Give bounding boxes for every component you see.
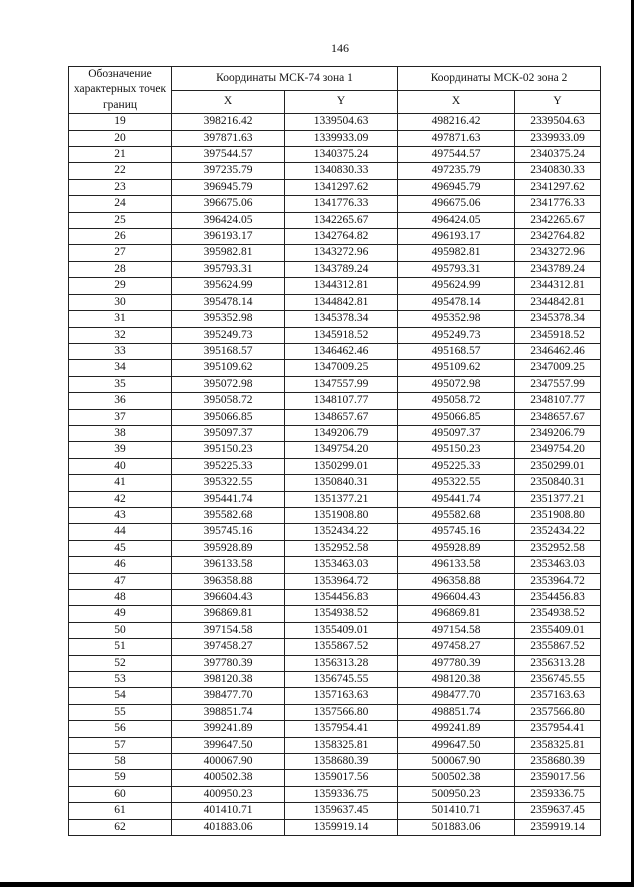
table-row (69, 721, 601, 737)
table-row (69, 606, 601, 622)
msk74-y-cell: 1341776.33 (285, 196, 398, 212)
msk74-x-cell: 397458.27 (172, 639, 285, 655)
msk02-x-cell: 495745.16 (398, 524, 515, 540)
point-id-cell: 27 (69, 245, 172, 261)
msk74-x-cell: 396133.58 (172, 557, 285, 573)
msk74-y-cell: 1350840.31 (285, 475, 398, 491)
table-row (69, 311, 601, 327)
msk74-y-cell: 1354938.52 (285, 606, 398, 622)
page-number: 146 (331, 41, 349, 55)
msk02-x-cell: 496424.05 (398, 212, 515, 228)
msk02-x-cell: 498216.42 (398, 114, 515, 130)
msk74-x-cell: 395109.62 (172, 360, 285, 376)
table-row (69, 704, 601, 720)
msk02-y-cell: 2357566.80 (515, 704, 601, 720)
header-msk74-group: Координаты МСК-74 зона 1 (172, 67, 398, 91)
msk74-x-cell: 399241.89 (172, 721, 285, 737)
msk74-y-cell: 1358680.39 (285, 754, 398, 770)
msk74-y-cell: 1357954.41 (285, 721, 398, 737)
msk02-y-cell: 2340830.33 (515, 163, 601, 179)
msk74-x-cell: 400502.38 (172, 770, 285, 786)
msk74-y-cell: 1349754.20 (285, 442, 398, 458)
point-id-cell: 51 (69, 639, 172, 655)
msk02-x-cell: 498477.70 (398, 688, 515, 704)
msk02-y-cell: 2346462.46 (515, 343, 601, 359)
point-id-cell: 43 (69, 507, 172, 523)
table-row (69, 590, 601, 606)
msk02-y-cell: 2349206.79 (515, 425, 601, 441)
coordinates-table (68, 66, 601, 836)
point-id-cell: 39 (69, 442, 172, 458)
msk02-y-cell: 2355867.52 (515, 639, 601, 655)
msk74-x-cell: 397871.63 (172, 130, 285, 146)
msk02-y-cell: 2352434.22 (515, 524, 601, 540)
table-row (69, 770, 601, 786)
table-row (69, 409, 601, 425)
msk02-x-cell: 495441.74 (398, 491, 515, 507)
point-id-cell: 38 (69, 425, 172, 441)
header-msk02-x: X (398, 90, 515, 114)
msk02-y-cell: 2347009.25 (515, 360, 601, 376)
table-row (69, 163, 601, 179)
msk74-x-cell: 398477.70 (172, 688, 285, 704)
point-id-cell: 59 (69, 770, 172, 786)
point-id-cell: 48 (69, 590, 172, 606)
msk74-x-cell: 395928.89 (172, 540, 285, 556)
header-msk02-y: Y (515, 90, 601, 114)
msk02-y-cell: 2351908.80 (515, 507, 601, 523)
table-row (69, 442, 601, 458)
point-id-cell: 24 (69, 196, 172, 212)
msk02-x-cell: 499647.50 (398, 737, 515, 753)
msk74-y-cell: 1357163.63 (285, 688, 398, 704)
msk02-x-cell: 496358.88 (398, 573, 515, 589)
point-id-cell: 20 (69, 130, 172, 146)
msk74-x-cell: 401883.06 (172, 819, 285, 835)
msk02-y-cell: 2341776.33 (515, 196, 601, 212)
msk74-y-cell: 1358325.81 (285, 737, 398, 753)
point-id-cell: 60 (69, 786, 172, 802)
table-row (69, 212, 601, 228)
msk74-y-cell: 1347009.25 (285, 360, 398, 376)
msk74-x-cell: 395066.85 (172, 409, 285, 425)
msk02-x-cell: 496945.79 (398, 179, 515, 195)
msk74-y-cell: 1339504.63 (285, 114, 398, 130)
table-row (69, 393, 601, 409)
table-row (69, 803, 601, 819)
msk74-y-cell: 1356745.55 (285, 672, 398, 688)
msk74-y-cell: 1348657.67 (285, 409, 398, 425)
msk02-x-cell: 501410.71 (398, 803, 515, 819)
msk74-y-cell: 1359637.45 (285, 803, 398, 819)
header-msk74-y: Y (285, 90, 398, 114)
msk74-x-cell: 398120.38 (172, 672, 285, 688)
point-id-cell: 47 (69, 573, 172, 589)
header-msk74-x: X (172, 90, 285, 114)
msk74-y-cell: 1345918.52 (285, 327, 398, 343)
msk74-x-cell: 395745.16 (172, 524, 285, 540)
msk02-x-cell: 495225.33 (398, 458, 515, 474)
msk02-y-cell: 2359336.75 (515, 786, 601, 802)
msk02-x-cell: 496869.81 (398, 606, 515, 622)
msk02-x-cell: 498120.38 (398, 672, 515, 688)
msk74-y-cell: 1346462.46 (285, 343, 398, 359)
point-id-cell: 58 (69, 754, 172, 770)
table-row (69, 196, 601, 212)
msk74-y-cell: 1342764.82 (285, 229, 398, 245)
msk74-y-cell: 1350299.01 (285, 458, 398, 474)
table-row (69, 819, 601, 835)
msk02-x-cell: 500950.23 (398, 786, 515, 802)
table-row (69, 622, 601, 638)
msk02-x-cell: 496193.17 (398, 229, 515, 245)
msk02-y-cell: 2351377.21 (515, 491, 601, 507)
table-row (69, 507, 601, 523)
msk74-y-cell: 1342265.67 (285, 212, 398, 228)
msk02-y-cell: 2358680.39 (515, 754, 601, 770)
msk02-y-cell: 2343272.96 (515, 245, 601, 261)
table-row (69, 639, 601, 655)
table-row (69, 360, 601, 376)
msk02-x-cell: 495322.55 (398, 475, 515, 491)
table-row (69, 229, 601, 245)
msk74-y-cell: 1357566.80 (285, 704, 398, 720)
msk02-x-cell: 495478.14 (398, 294, 515, 310)
point-id-cell: 32 (69, 327, 172, 343)
table-row (69, 672, 601, 688)
msk02-y-cell: 2345918.52 (515, 327, 601, 343)
msk74-x-cell: 395582.68 (172, 507, 285, 523)
msk02-y-cell: 2357163.63 (515, 688, 601, 704)
table-row (69, 294, 601, 310)
point-id-cell: 33 (69, 343, 172, 359)
msk74-x-cell: 395058.72 (172, 393, 285, 409)
point-id-cell: 55 (69, 704, 172, 720)
msk02-x-cell: 496604.43 (398, 590, 515, 606)
msk02-x-cell: 495109.62 (398, 360, 515, 376)
point-id-cell: 52 (69, 655, 172, 671)
msk74-x-cell: 395168.57 (172, 343, 285, 359)
msk02-y-cell: 2344312.81 (515, 278, 601, 294)
msk74-y-cell: 1347557.99 (285, 376, 398, 392)
header-point-designation: Обозначение характерных точек границ (69, 67, 172, 114)
point-id-cell: 56 (69, 721, 172, 737)
msk02-y-cell: 2348107.77 (515, 393, 601, 409)
msk02-y-cell: 2356745.55 (515, 672, 601, 688)
table-row (69, 524, 601, 540)
msk02-y-cell: 2347557.99 (515, 376, 601, 392)
msk74-y-cell: 1359336.75 (285, 786, 398, 802)
msk02-y-cell: 2341297.62 (515, 179, 601, 195)
table-row (69, 737, 601, 753)
msk02-x-cell: 495582.68 (398, 507, 515, 523)
msk74-x-cell: 395097.37 (172, 425, 285, 441)
msk74-y-cell: 1352952.58 (285, 540, 398, 556)
msk74-x-cell: 396945.79 (172, 179, 285, 195)
msk74-y-cell: 1344312.81 (285, 278, 398, 294)
msk74-x-cell: 396604.43 (172, 590, 285, 606)
msk02-x-cell: 497154.58 (398, 622, 515, 638)
msk74-x-cell: 400950.23 (172, 786, 285, 802)
point-id-cell: 50 (69, 622, 172, 638)
msk02-y-cell: 2356313.28 (515, 655, 601, 671)
point-id-cell: 44 (69, 524, 172, 540)
msk02-x-cell: 495352.98 (398, 311, 515, 327)
msk74-y-cell: 1344842.81 (285, 294, 398, 310)
msk74-x-cell: 395322.55 (172, 475, 285, 491)
msk02-x-cell: 495793.31 (398, 261, 515, 277)
table-row (69, 425, 601, 441)
msk74-x-cell: 396424.05 (172, 212, 285, 228)
point-id-cell: 62 (69, 819, 172, 835)
table-row (69, 754, 601, 770)
msk74-x-cell: 395478.14 (172, 294, 285, 310)
msk74-y-cell: 1354456.83 (285, 590, 398, 606)
msk02-x-cell: 495982.81 (398, 245, 515, 261)
msk02-x-cell: 497458.27 (398, 639, 515, 655)
msk02-x-cell: 495168.57 (398, 343, 515, 359)
header-msk02-group: Координаты МСК-02 зона 2 (398, 67, 601, 91)
msk02-y-cell: 2344842.81 (515, 294, 601, 310)
msk02-y-cell: 2359017.56 (515, 770, 601, 786)
msk02-x-cell: 495249.73 (398, 327, 515, 343)
table-row (69, 475, 601, 491)
point-id-cell: 19 (69, 114, 172, 130)
msk02-y-cell: 2354938.52 (515, 606, 601, 622)
msk02-y-cell: 2339933.09 (515, 130, 601, 146)
msk74-x-cell: 397154.58 (172, 622, 285, 638)
msk74-x-cell: 401410.71 (172, 803, 285, 819)
msk74-y-cell: 1355867.52 (285, 639, 398, 655)
msk74-y-cell: 1356313.28 (285, 655, 398, 671)
msk02-x-cell: 498851.74 (398, 704, 515, 720)
table-row (69, 491, 601, 507)
table-row (69, 114, 601, 130)
msk02-y-cell: 2345378.34 (515, 311, 601, 327)
msk02-x-cell: 500067.90 (398, 754, 515, 770)
msk74-x-cell: 395441.74 (172, 491, 285, 507)
point-id-cell: 40 (69, 458, 172, 474)
msk02-y-cell: 2358325.81 (515, 737, 601, 753)
msk02-x-cell: 495624.99 (398, 278, 515, 294)
table-row (69, 130, 601, 146)
msk74-y-cell: 1353964.72 (285, 573, 398, 589)
msk02-y-cell: 2349754.20 (515, 442, 601, 458)
table-row (69, 327, 601, 343)
msk02-x-cell: 495097.37 (398, 425, 515, 441)
table-row (69, 343, 601, 359)
msk02-y-cell: 2359637.45 (515, 803, 601, 819)
msk74-y-cell: 1343272.96 (285, 245, 398, 261)
msk02-x-cell: 497235.79 (398, 163, 515, 179)
msk02-y-cell: 2348657.67 (515, 409, 601, 425)
table-body (69, 114, 601, 836)
msk74-x-cell: 395249.73 (172, 327, 285, 343)
msk02-x-cell: 495928.89 (398, 540, 515, 556)
point-id-cell: 21 (69, 147, 172, 163)
msk02-y-cell: 2350299.01 (515, 458, 601, 474)
msk02-y-cell: 2340375.24 (515, 147, 601, 163)
msk74-y-cell: 1359017.56 (285, 770, 398, 786)
table-row (69, 245, 601, 261)
table-row (69, 573, 601, 589)
msk74-y-cell: 1355409.01 (285, 622, 398, 638)
msk02-x-cell: 495072.98 (398, 376, 515, 392)
msk74-y-cell: 1345378.34 (285, 311, 398, 327)
msk02-x-cell: 500502.38 (398, 770, 515, 786)
table-row (69, 376, 601, 392)
msk02-y-cell: 2357954.41 (515, 721, 601, 737)
msk74-y-cell: 1353463.03 (285, 557, 398, 573)
msk74-x-cell: 396358.88 (172, 573, 285, 589)
msk74-y-cell: 1343789.24 (285, 261, 398, 277)
msk02-y-cell: 2342764.82 (515, 229, 601, 245)
msk74-y-cell: 1340830.33 (285, 163, 398, 179)
point-id-cell: 30 (69, 294, 172, 310)
msk02-y-cell: 2339504.63 (515, 114, 601, 130)
msk02-y-cell: 2352952.58 (515, 540, 601, 556)
msk02-x-cell: 496133.58 (398, 557, 515, 573)
msk74-x-cell: 396675.06 (172, 196, 285, 212)
point-id-cell: 53 (69, 672, 172, 688)
table-row (69, 688, 601, 704)
msk74-y-cell: 1341297.62 (285, 179, 398, 195)
msk02-y-cell: 2359919.14 (515, 819, 601, 835)
msk74-x-cell: 400067.90 (172, 754, 285, 770)
msk74-x-cell: 396193.17 (172, 229, 285, 245)
msk02-x-cell: 501883.06 (398, 819, 515, 835)
msk74-x-cell: 396869.81 (172, 606, 285, 622)
point-id-cell: 49 (69, 606, 172, 622)
point-id-cell: 22 (69, 163, 172, 179)
point-id-cell: 42 (69, 491, 172, 507)
point-id-cell: 34 (69, 360, 172, 376)
point-id-cell: 46 (69, 557, 172, 573)
msk02-y-cell: 2342265.67 (515, 212, 601, 228)
msk02-x-cell: 495066.85 (398, 409, 515, 425)
msk74-y-cell: 1349206.79 (285, 425, 398, 441)
msk02-x-cell: 495058.72 (398, 393, 515, 409)
table-row (69, 261, 601, 277)
msk02-y-cell: 2355409.01 (515, 622, 601, 638)
msk02-x-cell: 497780.39 (398, 655, 515, 671)
msk74-x-cell: 395352.98 (172, 311, 285, 327)
point-id-cell: 31 (69, 311, 172, 327)
point-id-cell: 25 (69, 212, 172, 228)
table-row (69, 458, 601, 474)
point-id-cell: 26 (69, 229, 172, 245)
point-id-cell: 41 (69, 475, 172, 491)
msk02-y-cell: 2353964.72 (515, 573, 601, 589)
table-row (69, 557, 601, 573)
msk02-x-cell: 497871.63 (398, 130, 515, 146)
msk02-x-cell: 499241.89 (398, 721, 515, 737)
msk74-y-cell: 1359919.14 (285, 819, 398, 835)
msk02-y-cell: 2354456.83 (515, 590, 601, 606)
msk74-y-cell: 1351377.21 (285, 491, 398, 507)
msk02-x-cell: 497544.57 (398, 147, 515, 163)
msk74-x-cell: 395225.33 (172, 458, 285, 474)
msk74-x-cell: 397780.39 (172, 655, 285, 671)
point-id-cell: 37 (69, 409, 172, 425)
msk02-x-cell: 495150.23 (398, 442, 515, 458)
point-id-cell: 54 (69, 688, 172, 704)
table-row (69, 786, 601, 802)
point-id-cell: 23 (69, 179, 172, 195)
table-row (69, 179, 601, 195)
point-id-cell: 28 (69, 261, 172, 277)
point-id-cell: 36 (69, 393, 172, 409)
msk74-y-cell: 1348107.77 (285, 393, 398, 409)
msk02-x-cell: 496675.06 (398, 196, 515, 212)
table-row (69, 655, 601, 671)
table-row (69, 540, 601, 556)
msk02-y-cell: 2343789.24 (515, 261, 601, 277)
point-id-cell: 57 (69, 737, 172, 753)
table-row (69, 147, 601, 163)
point-id-cell: 61 (69, 803, 172, 819)
msk02-y-cell: 2353463.03 (515, 557, 601, 573)
msk74-x-cell: 398216.42 (172, 114, 285, 130)
msk74-y-cell: 1340375.24 (285, 147, 398, 163)
msk74-x-cell: 397544.57 (172, 147, 285, 163)
msk74-x-cell: 395072.98 (172, 376, 285, 392)
msk74-x-cell: 397235.79 (172, 163, 285, 179)
msk74-x-cell: 395624.99 (172, 278, 285, 294)
msk74-y-cell: 1339933.09 (285, 130, 398, 146)
msk74-x-cell: 395793.31 (172, 261, 285, 277)
point-id-cell: 45 (69, 540, 172, 556)
msk02-y-cell: 2350840.31 (515, 475, 601, 491)
msk74-x-cell: 395982.81 (172, 245, 285, 261)
point-id-cell: 29 (69, 278, 172, 294)
msk74-x-cell: 399647.50 (172, 737, 285, 753)
table-row (69, 278, 601, 294)
msk74-y-cell: 1352434.22 (285, 524, 398, 540)
point-id-cell: 35 (69, 376, 172, 392)
msk74-x-cell: 395150.23 (172, 442, 285, 458)
msk74-x-cell: 398851.74 (172, 704, 285, 720)
msk74-y-cell: 1351908.80 (285, 507, 398, 523)
